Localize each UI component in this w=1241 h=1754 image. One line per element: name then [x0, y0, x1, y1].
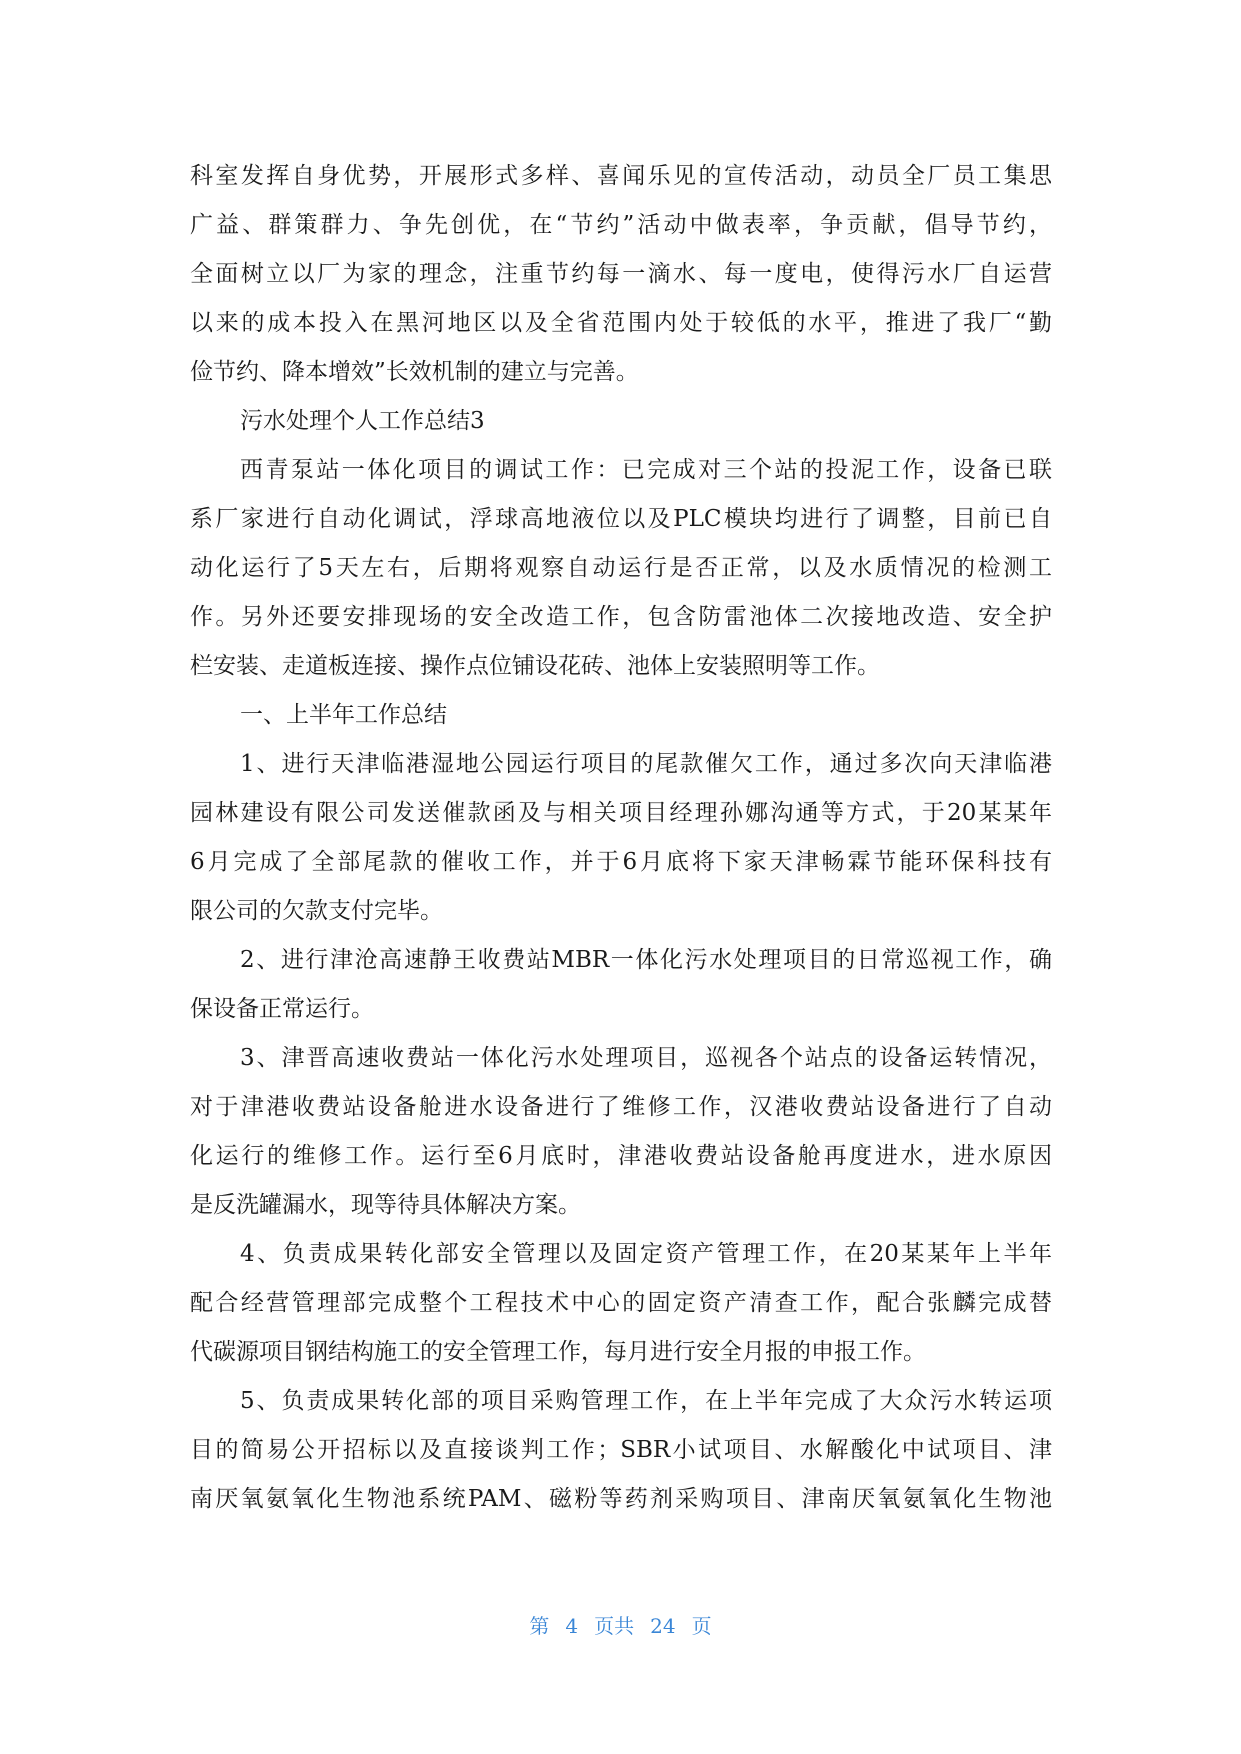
text-line: 俭节约、降本增效”长效机制的建立与完善。: [190, 359, 639, 385]
footer-prefix: 第: [529, 1614, 550, 1638]
text-line: 对于津港收费站设备舱进水设备进行了维修工作，汉港收费站设备进行了自动: [190, 1094, 1052, 1120]
footer-current-page: 4: [565, 1614, 579, 1638]
page-footer: [0, 1610, 1241, 1639]
text-line: 科室发挥自身优势，开展形式多样、喜闻乐见的宣传活动，动员全厂员工集思: [190, 163, 1052, 189]
text-line: 全面树立以厂为家的理念，注重节约每一滴水、每一度电，使得污水厂自运营: [190, 261, 1052, 287]
text-line: 西青泵站一体化项目的调试工作：已完成对三个站的投泥工作，设备已联: [240, 457, 1052, 483]
text-line: 作。另外还要安排现场的安全改造工作，包含防雷池体二次接地改造、安全护: [190, 604, 1052, 630]
document-body: [190, 152, 1052, 1524]
text-line: 南厌氧氨氧化生物池系统PAM、磁粉等药剂采购项目、津南厌氧氨氧化生物池: [190, 1486, 1052, 1512]
footer-middle: 页共: [594, 1614, 635, 1638]
text-line: 配合经营管理部完成整个工程技术中心的固定资产清查工作，配合张麟完成替: [190, 1290, 1052, 1316]
text-line: 6月完成了全部尾款的催收工作，并于6月底将下家天津畅霖节能环保科技有: [190, 849, 1052, 875]
text-line: 是反洗罐漏水，现等待具体解决方案。: [190, 1192, 581, 1218]
text-line: 5、负责成果转化部的项目采购管理工作，在上半年完成了大众污水转运项: [240, 1388, 1052, 1414]
footer-total-pages: 24: [650, 1614, 676, 1638]
text-line: 以来的成本投入在黑河地区以及全省范围内处于较低的水平，推进了我厂“勤: [190, 310, 1052, 336]
text-line: 广益、群策群力、争先创优，在“节约”活动中做表率，争贡献，倡导节约，: [190, 212, 1052, 238]
text-line: 1、进行天津临港湿地公园运行项目的尾款催欠工作，通过多次向天津临港: [240, 751, 1052, 777]
text-line: 化运行的维修工作。运行至6月底时，津港收费站设备舱再度进水，进水原因: [190, 1143, 1052, 1169]
text-line: 目的简易公开招标以及直接谈判工作；SBR小试项目、水解酸化中试项目、津: [190, 1437, 1052, 1463]
text-line: 2、进行津沧高速静王收费站MBR一体化污水处理项目的日常巡视工作，确: [240, 947, 1052, 973]
text-line: 代碳源项目钢结构施工的安全管理工作，每月进行安全月报的申报工作。: [190, 1339, 926, 1365]
text-line: 栏安装、走道板连接、操作点位铺设花砖、池体上安装照明等工作。: [190, 653, 880, 679]
text-line: 园林建设有限公司发送催款函及与相关项目经理孙娜沟通等方式，于20某某年: [190, 800, 1052, 826]
text-line: 一、上半年工作总结: [240, 702, 447, 728]
text-line: 4、负责成果转化部安全管理以及固定资产管理工作，在20某某年上半年: [240, 1241, 1052, 1267]
text-line: 保设备正常运行。: [190, 996, 374, 1022]
text-line: 限公司的欠款支付完毕。: [190, 898, 443, 924]
footer-suffix: 页: [691, 1614, 712, 1638]
text-line: 3、津晋高速收费站一体化污水处理项目，巡视各个站点的设备运转情况，: [240, 1045, 1052, 1071]
text-line: 动化运行了5天左右，后期将观察自动运行是否正常，以及水质情况的检测工: [190, 555, 1052, 581]
text-line: 污水处理个人工作总结3: [240, 408, 485, 434]
text-line: 系厂家进行自动化调试，浮球高地液位以及PLC模块均进行了调整，目前已自: [190, 506, 1052, 532]
